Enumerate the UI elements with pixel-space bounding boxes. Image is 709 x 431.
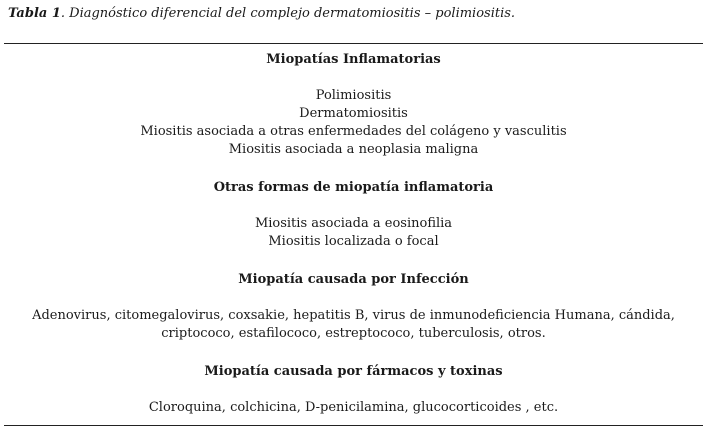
list-item: Dermatomiositis — [299, 106, 408, 121]
list-item: Adenovirus, citomegalovirus, coxsakie, hepatitis B, virus de inmunodeficiencia Humana, cándida, — [32, 308, 675, 323]
bottom-rule — [4, 425, 703, 426]
top-rule — [4, 43, 703, 44]
list-item: Polimiositis — [315, 88, 392, 103]
section-heading: Miopatía causada por fármacos y toxinas — [204, 364, 503, 379]
list-item: criptococo, estafilococo, estreptococo, tuberculosis, otros. — [161, 326, 546, 341]
list-item: Miositis asociada a neoplasia maligna — [228, 142, 479, 157]
caption-label: Tabla 1 — [8, 6, 61, 21]
section-heading: Miopatía causada por Infección — [238, 272, 469, 287]
section-other-inflammatory — [4, 179, 703, 251]
caption-text: . Diagnóstico diferencial del complejo dermatomiositis – polimiositis. — [60, 6, 516, 21]
section-inflammatory — [4, 51, 703, 159]
list-item: Cloroquina, colchicina, D-penicilamina, glucocorticoides , etc. — [148, 400, 559, 415]
table-caption — [8, 6, 708, 22]
list-item: Miositis asociada a eosinofilia — [254, 216, 453, 231]
section-infection — [4, 271, 703, 343]
list-item: Miositis asociada a otras enfermedades del colágeno y vasculitis — [140, 124, 567, 139]
section-heading: Miopatías Inflamatorias — [266, 52, 441, 67]
section-drugs-toxins — [4, 363, 703, 417]
section-heading: Otras formas de miopatía inflamatoria — [213, 180, 494, 195]
list-item: Miositis localizada o focal — [268, 234, 439, 249]
